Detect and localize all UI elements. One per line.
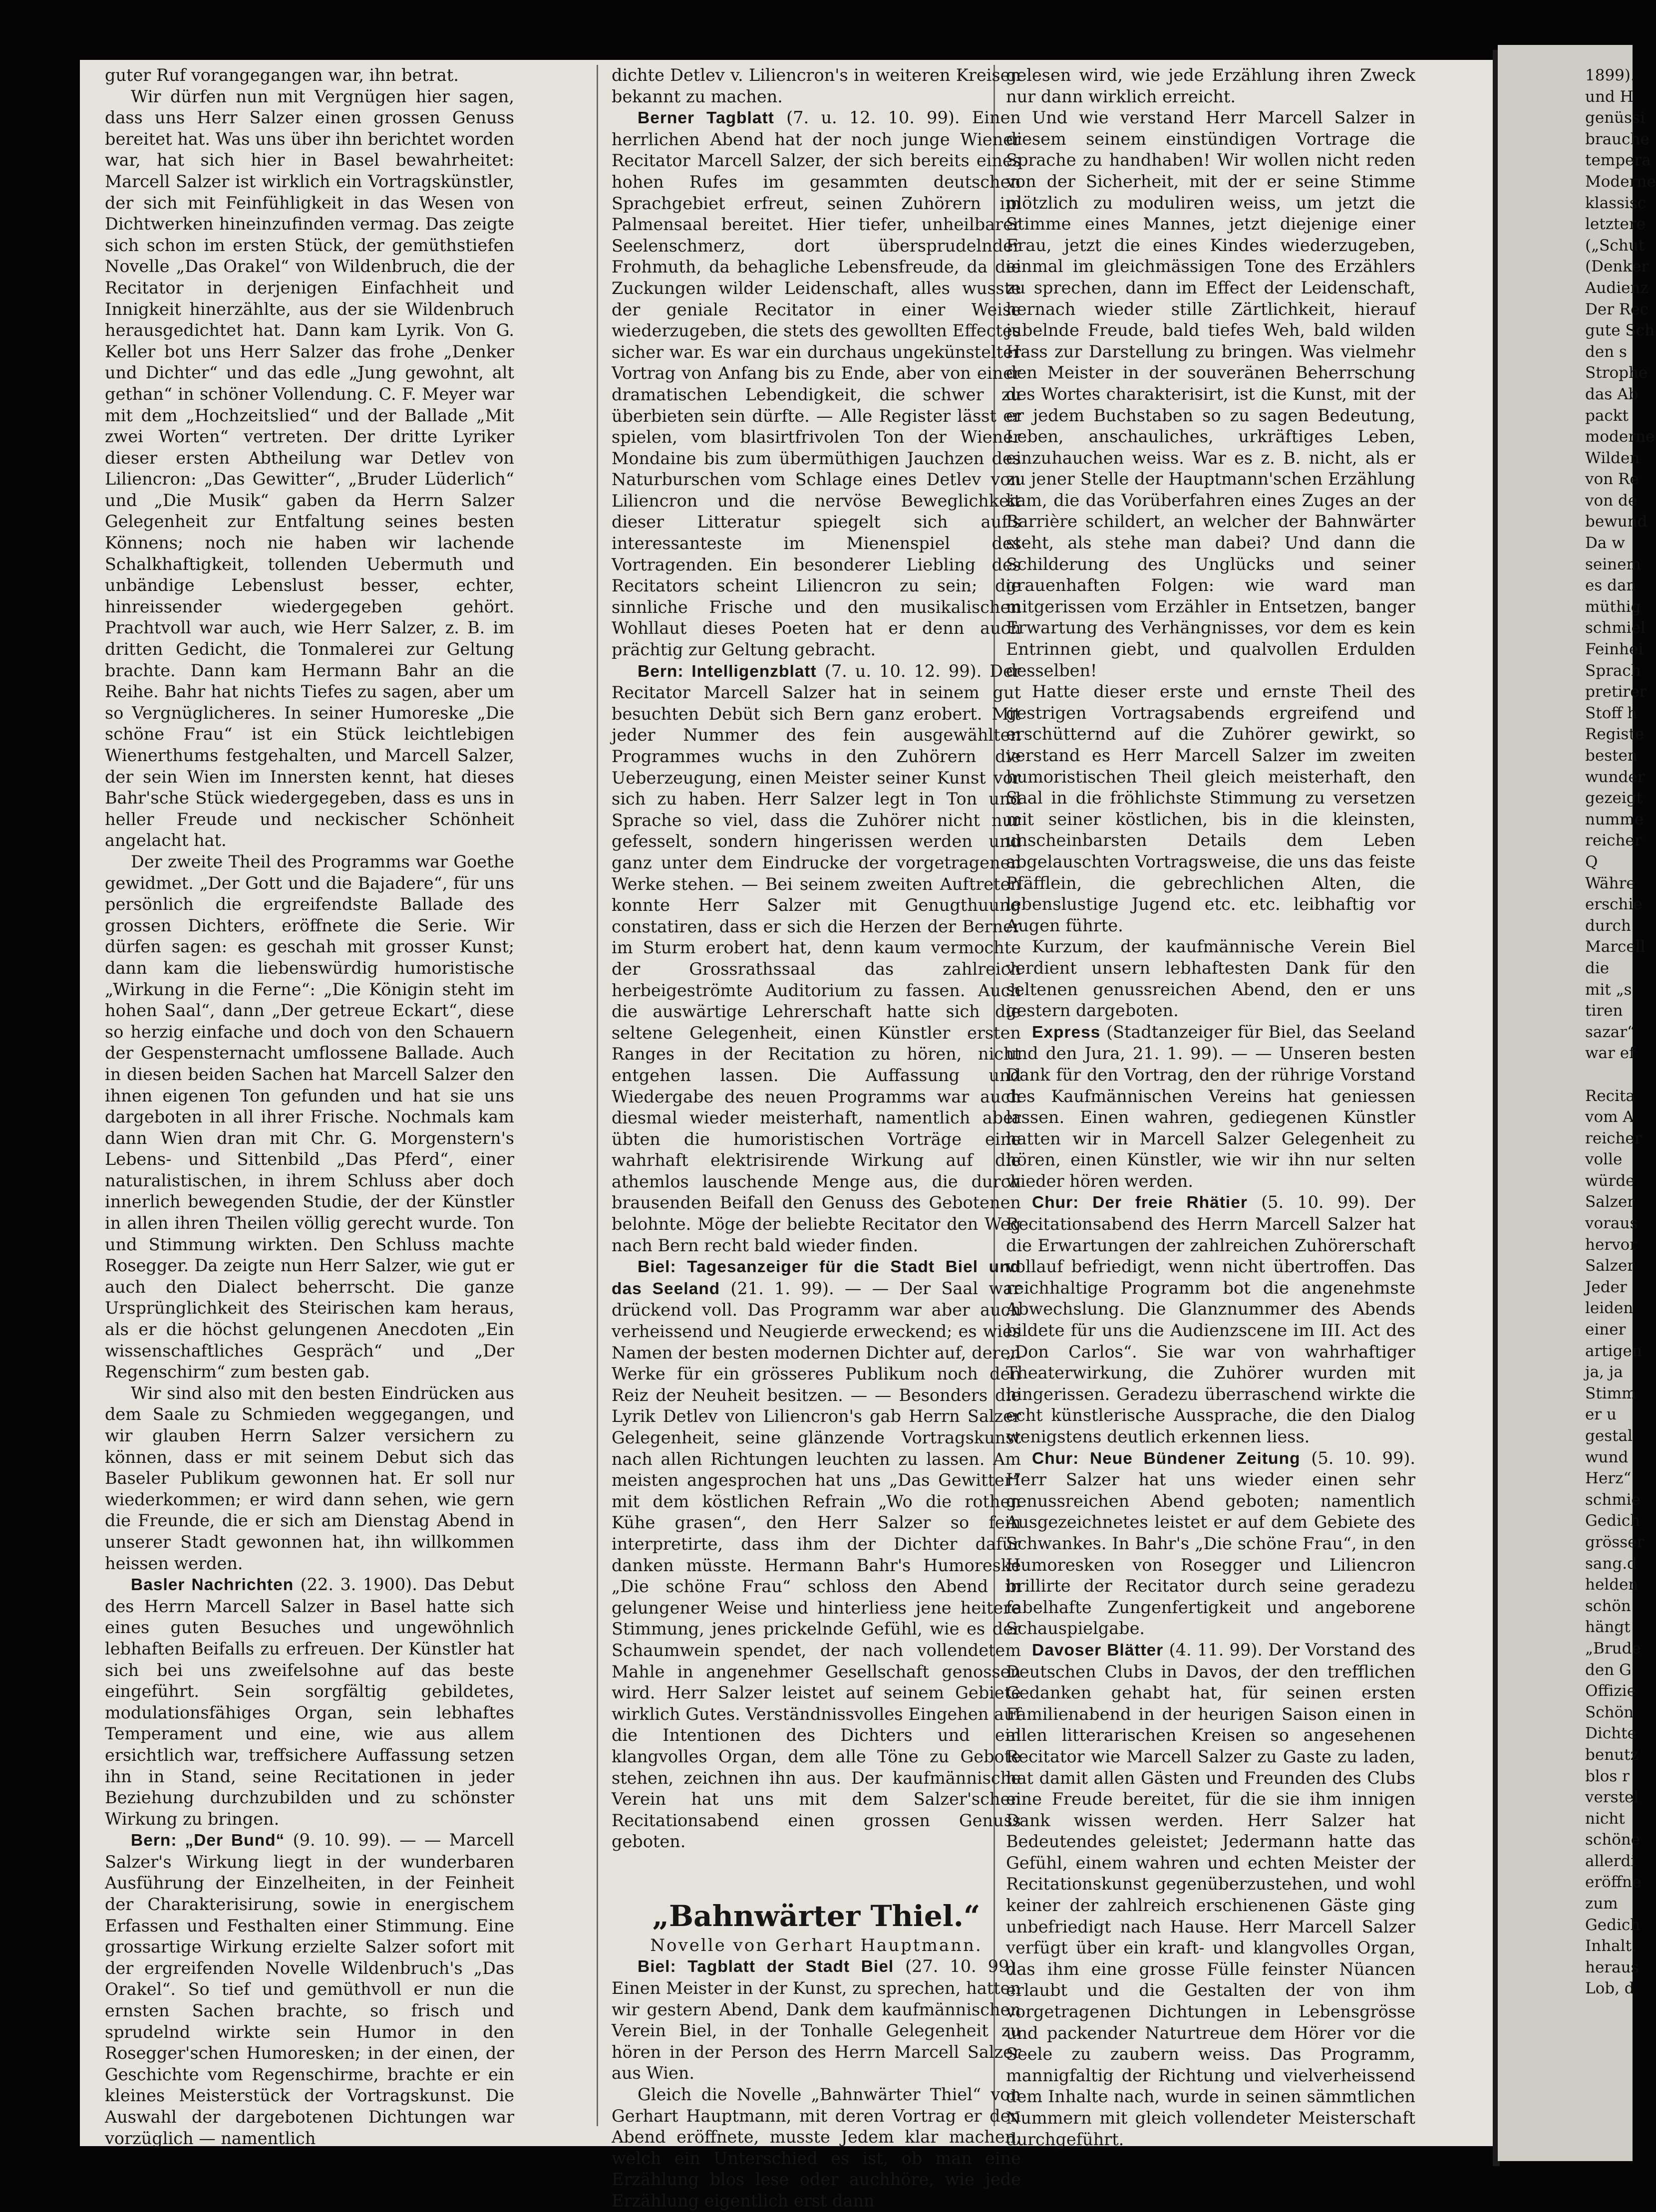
review-source: Bern: Intelligenzblatt (638, 662, 817, 681)
fragment-line: allerdi (1585, 1852, 1636, 1870)
review-entry (612, 1956, 1021, 2084)
column-1 (105, 65, 514, 2148)
fragment-line: er u (1585, 1405, 1617, 1424)
fragment-line: numme (1585, 810, 1644, 829)
review-source: Express (1032, 1023, 1101, 1042)
fragment-line: leiden (1585, 1299, 1634, 1318)
fragment-line: gestal (1585, 1427, 1633, 1445)
fragment-line: ja, ja (1585, 1363, 1623, 1382)
fragment-line: Registe (1585, 725, 1645, 744)
paragraph: guter Ruf vorangegangen war, ihn betrat. (105, 65, 459, 85)
fragment-line: schöne (1585, 1831, 1641, 1849)
fragment-line: gezeigt (1585, 789, 1643, 808)
fragment-line: Da w (1585, 534, 1625, 553)
fragment-line: brauche (1585, 130, 1650, 148)
fragment-line: tempera (1585, 151, 1651, 170)
review-entry (612, 661, 1021, 1257)
review-source: Chur: Neue Bündener Zeitung (1032, 1449, 1301, 1468)
review-entry (612, 1256, 1021, 1853)
review-text: (22. 3. 1900). Das Debut des Herrn Marcell Salzer in Basel hatte sich eines guten Besuches und ungewöhnlich lebhaften Beifalls zu erfreuen. Der Künstler hat sich bei uns zweifelsohne auf das beste eingeführt. Sein sorgfältig gebildetes, modulationsfähiges Organ, sein lebhaftes Temperament und eine, wie aus allem ersichtlich war, treffsichere Auffassung setzen ihn in Stand, seine Recitationen in jeder Beziehung durchzubilden und zu schönster Wirkung zu bringen. (105, 1575, 514, 1829)
fragment-line: 1899). (1585, 66, 1636, 84)
fragment-line: genüssi (1585, 109, 1645, 127)
column-3 (1006, 65, 1415, 2149)
fragment-line: wunder (1585, 768, 1645, 786)
fragment-line: letztere (1585, 215, 1646, 234)
paragraph: Wir dürfen nun mit Vergnügen hier sagen, dass uns Herr Salzer einen grossen Genuss bereitet hat. Was uns über ihn berichtet worden war, hat sich hier in Basel bewahrheitet: Marcell Salzer ist wirklich ein Vortragskünstler, der sich mit Feinfühligkeit in das Wesen von Dichtwerken hineinzufinden vermag. Das zeigte sich schon im ersten Stück, der gemüthstiefen Novelle „Das Orakel“ von Wildenbruch, die der Recitator in derjenigen Einfachheit und Innigkeit hinerzählte, aus der sie Wildenbruch herausgedichtet hat. Dann kam Lyrik. Von G. Keller bot uns Herr Salzer das frohe „Denker und Dichter“ und das edle „Jung gewohnt, alt gethan“ in schöner Vollendung. C. F. Meyer war mit dem „Hochzeitslied“ und der Ballade „Mit zwei Worten“ vertreten. Der dritte Lyriker dieser ersten Abtheilung war Detlev von Liliencron: „Das Gewitter“, „Bruder Lüderlich“ und „Die Musik“ gaben da Herrn Salzer Gelegenheit zur Entfaltung seines besten Könnens; noch nie haben wir lachende Schalkhaftigkeit, tollenden Uebermuth und unbändige Lebenslust besser, echter, hinreissender wiedergegeben gehört. Prachtvoll war auch, wie Herr Salzer, z. B. im dritten Gedicht, die Tonmalerei zur Geltung brachte. Dann kam Hermann Bahr an die Reihe. Bahr hat nichts Tiefes zu sagen, aber um so Vergnüglicheres. In seiner Humoreske „Die schöne Frau“ ist ein Stück leichtlebigen Wienerthums festgehalten, und Marcell Salzer, der sein Wien im Innersten kennt, hat dieses Bahr'sche Stück wiedergegeben, dass es uns in heller Freude und neckischer Schönheit angelacht hat. (105, 86, 514, 850)
paragraph: Der zweite Theil des Programms war Goethe gewidmet. „Der Gott und die Bajadere“, für uns persönlich die ergreifendste Ballade des grossen Dichters, eröffnete die Serie. Wir dürfen sagen: es geschah mit grosser Kunst; dann kam die liebenswürdig humoristische „Wirkung in die Ferne“: „Die Königin steht im hohen Saal“, dann „Der getreue Eckart“, diese so herzig einfache und doch von den Schauern der Gespensternacht umflossene Ballade. Auch in diesen beiden Sachen hat Marcell Salzer den ihnen eigenen Ton gefunden und hat sie uns dargeboten in all ihrer Frische. Nochmals kam dann Wien dran mit Chr. G. Morgenstern's Lebens- und Sittenbild „Das Pferd“, einer naturalistischen, in ihrem Schluss aber doch innerlich bewegenden Studie, der der Künstler in allen ihren Theilen völlig gerecht wurde. Ton und Stimmung wirkten. Den Schluss machte Rosegger. Da zeigte nun Herr Salzer, wie gut er auch den Dialect beherrscht. Die ganze Ursprünglichkeit des Steirischen kam heraus, als er die höchst gelungenen Anecdoten „Ein wissenschaftliches Gespräch“ und „Der Regenschirm“ zum besten gab. (105, 851, 514, 1382)
review-entry (1006, 1640, 1415, 2150)
fragment-line: Strophe (1585, 364, 1648, 382)
review-text: (9. 10. 99). — — Marcell Salzer's Wirkung liegt in der wunderbaren Ausführung der Einzelheiten, in der Feinheit der Charakterisirung, sowie in energischem Erfassen und Festhalten einer Stimmung. Eine grossartige Wirkung erzielte Salzer sofort mit der ergreifenden Novelle Wildenbruch's „Das Orakel“. So tief und gemüthvoll er nun die ernsten Sachen brachte, so frisch und sprudelnd wirkte sein Humor in den Rosegger'schen Humoresken; in der einen, der Geschichte vom Regenschirme, brachte er ein kleines Meisterstück der Vortragskunst. Die Auswahl der dargebotenen Dichtungen war vorzüglich — namentlich (105, 1830, 514, 2148)
review-entry (105, 1830, 514, 2149)
fragment-line: Q (1585, 852, 1598, 871)
fragment-line: Gedich (1585, 1916, 1641, 1934)
fragment-line: von de (1585, 491, 1638, 510)
review-source: Biel: Tagesanzeiger für die Stadt Biel und das Seeland (612, 1258, 1021, 1298)
fragment-line: hängt (1585, 1618, 1631, 1637)
paragraph: Wir sind also mit den besten Eindrücken aus dem Saale zu Schmieden weggegangen, und wir glauben Herrn Salzer versichern zu können, dass er mit seinem Debut sich das Baseler Publikum gewonnen hat. Er soll nur wiederkommen; er wird dann sehen, wie gern die Freunde, die er sich am Dienstag Abend in unserer Stadt gewonnen hat, ihn willkommen heissen werden. (105, 1383, 514, 1573)
fragment-line: würde (1585, 1171, 1635, 1190)
fragment-line: wund (1585, 1448, 1629, 1466)
review-entry (1006, 1448, 1415, 1640)
fragment-line: Sprach (1585, 661, 1641, 680)
fragment-line: schön (1585, 1597, 1631, 1615)
fragment-line: Stimm (1585, 1384, 1637, 1402)
review-text: (5. 10. 99). Herr Salzer hat uns wieder einen sehr genussreichen Abend geboten; namentlich Ausgezeichnetes leistet er auf dem Gebiete des Schwankes. In Bahr's „Die schöne Frau“, in den Humoresken von Rosegger und Liliencron brillirte der Recitator durch seine geradezu fabelhafte Zungenfertigkeit und angeborene Schauspielgabe. (1006, 1448, 1415, 1639)
fragment-line: Schön (1585, 1703, 1634, 1721)
fragment-line: war ef (1585, 1044, 1635, 1063)
fragment-line (1585, 1064, 1645, 1086)
review-entry (105, 1574, 514, 1830)
review-source: Davoser Blätter (1032, 1641, 1164, 1659)
fragment-line: seinem (1585, 555, 1641, 573)
fragment-line: voraus (1585, 1214, 1638, 1233)
fragment-line: Der Rec (1585, 300, 1649, 318)
review-text: (21. 1. 99). — — Der Saal war drückend voll. Das Programm war aber auch verheissend und Neugierde erweckend; es wies Namen der besten modernen Dichter auf, deren Werke für ein grösseres Publikum noch den Reiz der Neuheit besitzen. — — Besonders die Lyrik Detlev von Liliencron's gab Herrn Salzer Gelegenheit, seine glänzende Vortragskunst nach allen Richtungen leuchten zu lassen. Am meisten angesprochen hat uns „Das Gewitter“ mit dem köstlichen Refrain „Wo die rothen Kühe grasen“, den Herr Salzer so fein interpretirte, dass ihm der Dichter dafür danken müsste. Hermann Bahr's Humoreske „Die schöne Frau“ schloss den Abend in gelungener Weise und hinterliess jene heitere Stimmung, jenes prickelnde Gefühl, wie es der Schaumwein spendet, der nach vollendetem Mahle in angenehmer Gesellschaft genossen wird. Herr Salzer leistet auf seinem Gebiete wirklich Gutes. Verständnissvolles Eingehen auf die Intentionen des Dichters und ein klangvolles Organ, dem alle Töne zu Gebote stehen, zeichnen ihn aus. Der kaufmännische Verein hat uns mit dem Salzer'schen Recitationsabend einen grossen Genuss geboten. (612, 1278, 1021, 1852)
paragraph: Kurzum, der kaufmännische Verein Biel verdient unsern lebhaftesten Dank für den seltenen genussreichen Abend, den er uns gestern dargeboten. (1006, 937, 1415, 1021)
fragment-line: Lob, d (1585, 1979, 1635, 1998)
fragment-line: artigen (1585, 1342, 1642, 1360)
fragment-line: Salzer (1585, 1193, 1635, 1211)
fragment-line: reicher (1585, 1129, 1642, 1147)
fragment-line: Jeder (1585, 1278, 1627, 1296)
fragment-line: pretirer (1585, 683, 1647, 701)
fragment-line: den G (1585, 1660, 1632, 1679)
fragment-line: helden (1585, 1576, 1639, 1594)
fragment-line: schmie (1585, 1490, 1641, 1509)
paragraph: gelesen wird, wie jede Erzählung ihren Zweck nur dann wirklich erreicht. (1006, 65, 1415, 106)
review-entry (1006, 1022, 1415, 1192)
fragment-line: besten (1585, 747, 1638, 765)
column-2 (612, 65, 1021, 2211)
paragraph: Und wie verstand Herr Marcell Salzer in diesem seinem einstündigen Vortrage die Sprache zu handhaben! Wir wollen nicht reden von der Sicherheit, mit der er seine Stimme plötzlich zu moduliren weiss, um jetzt die Stimme eines Mannes, jetzt diejenige einer Frau, jetzt die eines Kindes wiederzugeben, einmal im gleichmässigen Tone des Erzählers zu sprechen, dann im Effect der Leidenschaft, hernach wieder stille Zärtlichkeit, hierauf jubelnde Freude, bald tiefes Weh, bald wilden Hass zur Darstellung zu bringen. Was vielmehr den Meister in der souveränen Beherrschung des Wortes charakterisirt, ist die Kunst, mit der er jedem Buchstaben so zu sagen Bedeutung, Leben, anschauliches, urkräftiges Leben, einzuhauchen weiss. War es z. B. nicht, als er zu jener Stelle der Hauptmann'schen Erzählung kam, die das Vorüberfahren eines Zuges an der Barrière schildert, an welcher der Bahnwärter steht, als stehe man dabei? Und dann die Schilderung des Unglücks und seiner grauenhaften Folgen: wie ward man mitgerissen vom Erzähler in Entsetzen, banger Erwartung des Verhängnisses, vor dem es kein Entrinnen giebt, und qualvollen Erdulden desselben! (1006, 108, 1415, 680)
fragment-line: bewund (1585, 513, 1648, 531)
fragment-line: Dichte (1585, 1724, 1637, 1743)
fragment-line: es dan (1585, 576, 1637, 595)
review-source: Bern: „Der Bund“ (131, 1831, 285, 1850)
fragment-line: sazar“ (1585, 1023, 1635, 1041)
fragment-line: den s (1585, 342, 1627, 361)
fragment-line: durch (1585, 916, 1631, 935)
fragment-line: tiren (1585, 1002, 1623, 1020)
fragment-line: benutz (1585, 1745, 1639, 1764)
fragment-line: „Brude (1585, 1639, 1641, 1658)
fragment-line: und H (1585, 87, 1634, 106)
review-text: (Stadtanzeiger für Biel, das Seeland und den Jura, 21. 1. 99). — — Unseren besten Dank für den Vortrag, den der rührige Vorstand des Kaufmännischen Vereins hat geniessen lassen. Einen wahren, gediegenen Künstler hatten wir in Marcell Salzer Gelegenheit zu hören, einen Künstler, wie wir ihn nur selten wieder hören werden. (1006, 1022, 1415, 1191)
review-text: (7. u. 12. 10. 99). Einen herrlichen Abend hat der noch junge Wiener Recitator Marcell Salzer, der sich bereits eines hohen Rufes im gesammten deutschen Sprachgebiet erfreut, seinen Zuhörern im Palmensaal bereitet. Hier tiefer, unheilbarer Seelenschmerz, dort übersprudelnder Frohmuth, da behagliche Lebensfreude, da die Zuckungen wilder Leidenschaft, alles wusste der geniale Recitator in einer Weise wiederzugeben, die stets des gewollten Effectes sicher war. Es war ein durchaus ungekünstelter Vortrag von Anfang bis zu Ende, aber von einer dramatischen Lebendigkeit, die schwer zu überbieten sein dürfte. — Alle Register lässt er spielen, vom blasirtfrivolen Ton der Wiener Mondaine bis zum übermüthigen Jauchzen des Naturburschen vom Schlage eines Detlev von Liliencron und die nervöse Beweglichkeit dieser Litteratur spiegelt sich auf's interessanteste im Mienenspiel des Vortragenden. Ein besonderer Liebling des Recitators scheint Liliencron zu sein; die sinnliche Frische und den musikalischen Wohllaut dieses Poeten hat er denn auch prächtig zur Geltung gebracht. (612, 108, 1021, 660)
review-source: Berner Tagblatt (638, 109, 774, 128)
fragment-line: erschie (1585, 895, 1643, 914)
fragment-line: heraus (1585, 1958, 1639, 1976)
fragment-line: packt (1585, 406, 1629, 425)
fragment-line: Recita (1585, 1087, 1635, 1105)
fragment-line: Salzer (1585, 1257, 1635, 1275)
fragment-line: von Re (1585, 470, 1639, 489)
fragment-line: Moderne (1585, 172, 1656, 191)
review-source: Chur: Der freie Rhätier (1032, 1193, 1248, 1212)
fragment-line: Marcell (1585, 938, 1646, 956)
paragraph: Hatte dieser erste und ernste Theil des gestrigen Vortragsabends ergreifend und erschütternd auf die Zuhörer gewirkt, so verstand es Herr Marcell Salzer im zweiten humoristischen Theil gleich meisterhaft, den Saal in die fröhlichste Stimmung zu versetzen mit seiner köstlichen, bis in die kleinsten, unscheinbarsten Details dem Leben abgelauschten Vortragsweise, die uns das feiste Pfäfflein, die gebrechlichen Alten, die lebenslustige Jugend etc. etc. leibhaftig vor Augen führte. (1006, 682, 1415, 935)
review-text: (4. 11. 99). Der Vorstand des Deutschen Clubs in Davos, der den trefflichen Gedanken gehabt hat, für seinen ersten Familienabend in der heurigen Saison einen in allen litterarischen Kreisen so angesehenen Recitator wie Marcell Salzer zu Gaste zu laden, hat damit allen Gästen und Freunden des Clubs eine Freude bereitet, für die sie ihm innigen Dank wissen werden. Herr Salzer hat Bedeutendes geleistet; Jedermann hatte das Gefühl, einem wahren und echten Meister der Recitationskunst gegenüberzustehen, und wohl keiner der zahlreich erschienenen Gäste ging unbefriedigt nach Hause. Herr Marcell Salzer verfügt über ein kraft- und klangvolles Organ, das ihm eine grosse Fülle feinster Nüancen erlaubt und die Gestalten der von ihm vorgetragenen Dichtungen in Lebensgrösse und packender Naturtreue dem Hörer vor die Seele zu zaubern weiss. Das Programm, mannigfaltig der Richtung und vielverheissend dem Inhalte nach, wurde in seinen sämmtlichen Nummern mit gleich vollendeter Meisterschaft durchgeführt. (1006, 1640, 1415, 2149)
fragment-line: die (1585, 959, 1610, 977)
fragment-line: klassisc (1585, 194, 1647, 212)
fragment-line: schmiel (1585, 619, 1646, 637)
fragment-line: eröffne (1585, 1873, 1642, 1892)
fragment-line: („Schut (1585, 236, 1645, 255)
fragment-line: reicher (1585, 831, 1642, 850)
fragment-line: das Ab (1585, 385, 1639, 403)
fragment-line: Stoff h (1585, 704, 1638, 722)
fragment-line: grösser (1585, 1533, 1645, 1551)
paragraph: Gleich die Novelle „Bahnwärter Thiel“ von Gerhart Hauptmann, mit deren Vortrag er den Abend eröffnete, musste Jedem klar machen, welch ein Unterschied es ist, ob man eine Erzählung blos lese oder auchhöre, wie jede Erzählung eigentlich erst dann (612, 2085, 1021, 2211)
review-text: (5. 10. 99). Der Recitationsabend des Herrn Marcell Salzer hat die Erwartungen der zahlreichen Zuhörerschaft vollauf befriedigt, wenn nicht übertroffen. Das reichhaltige Programm bot die angenehmste Abwechslung. Die Glanznummer des Abends bildete für uns die Audienzscene im III. Act des „Don Carlos“. Sie war von wahrhaftiger Theaterwirkung, die Zuhörer wurden mit hingerissen. Geradezu überraschend wirkte die echt künstlerische Aussprache, die den Dialog wenigstens deutlich erkennen liess. (1006, 1192, 1415, 1446)
review-text: (7. u. 10. 12. 99). Der Recitator Marcell Salzer hat in seinem gut besuchten Debüt sich Bern ganz erobert. Mit jeder Nummer des fein ausgewählten Programmes wuchs in den Zuhörern die Ueberzeugung, einen Meister seiner Kunst vor sich zu haben. Herr Salzer legt in Ton und Sprache so viel, dass die Zuhörer nicht nur gefesselt, sondern hingerissen werden und ganz unter dem Eindrucke der vorgetragenen Werke stehen. — Bei seinem zweiten Auftreten konnte Herr Salzer mit Genugthuung constatiren, dass er sich die Herzen der Berner im Sturm erobert hat, denn kaum vermochte der Grossrathssaal das zahlreich herbeigeströmte Auditorium zu fassen. Auch die auswärtige Lehrerschaft hatte sich die seltene Gelegenheit, einen Künstler ersten Ranges in der Recitation zu hören, nicht entgehen lassen. Die Auffassung und Wiedergabe des neuen Programms war auch diesmal wieder meisterhaft, namentlich aber übten die humoristischen Vorträge eine wahrhaft elektrisirende Wirkung auf die athemlos lauschende Menge aus, die durch brausenden Beifall den Genuss des Gebotenen belohnte. Möge der beliebte Recitator den Weg nach Bern recht bald wieder finden. (612, 661, 1021, 1255)
fragment-line: Währe (1585, 874, 1636, 892)
next-page-fragment (1585, 65, 1656, 2126)
section-subtitle: Novelle von Gerhart Hauptmann. (650, 1935, 983, 1955)
fragment-line: (Denker (1585, 258, 1649, 276)
review-text: (27. 10. 99). Einen Meister in der Kunst, zu sprechen, hatten wir gestern Abend, Dank dem kaufmännischen Verein Biel, in der Tonhalle Gelegenheit zu hören in der Person des Herrn Marcell Salzer aus Wien. (612, 1956, 1021, 2083)
review-source: Biel: Tagblatt der Stadt Biel (638, 1957, 894, 1976)
fragment-line: moderne (1585, 428, 1655, 446)
fragment-line: Feinhei (1585, 640, 1644, 659)
review-entry (1006, 1192, 1415, 1447)
paragraph: dichte Detlev v. Liliencron's in weiteren Kreisen bekannt zu machen. (612, 65, 1021, 106)
fragment-line: blos r (1585, 1767, 1630, 1785)
review-source: Basler Nachrichten (131, 1576, 294, 1595)
fragment-line: Gedich (1585, 1512, 1641, 1530)
fragment-line: Audienz (1585, 278, 1649, 297)
fragment-line: müthig (1585, 597, 1641, 616)
fragment-line: hervor (1585, 1235, 1638, 1254)
fragment-line: verstel (1585, 1788, 1639, 1807)
fragment-line: Herz“ (1585, 1469, 1632, 1488)
fragment-line: Offizie (1585, 1682, 1636, 1700)
column-rule (597, 65, 598, 2126)
fragment-line: nicht (1585, 1809, 1625, 1828)
fragment-line: mit „s (1585, 980, 1632, 999)
fragment-line: sang.d (1585, 1554, 1637, 1573)
fragment-line: vom A (1585, 1108, 1634, 1126)
fragment-line: gute Sch (1585, 321, 1655, 340)
review-entry (612, 107, 1021, 660)
fragment-line: Inhalt. (1585, 1937, 1637, 1955)
fragment-line: Wilden (1585, 449, 1640, 467)
fragment-line: zum (1585, 1895, 1618, 1913)
fragment-line: einer (1585, 1321, 1626, 1339)
section-title: „Bahnwärter Thiel.“ (652, 1899, 981, 1933)
fragment-line: volle (1585, 1150, 1623, 1169)
